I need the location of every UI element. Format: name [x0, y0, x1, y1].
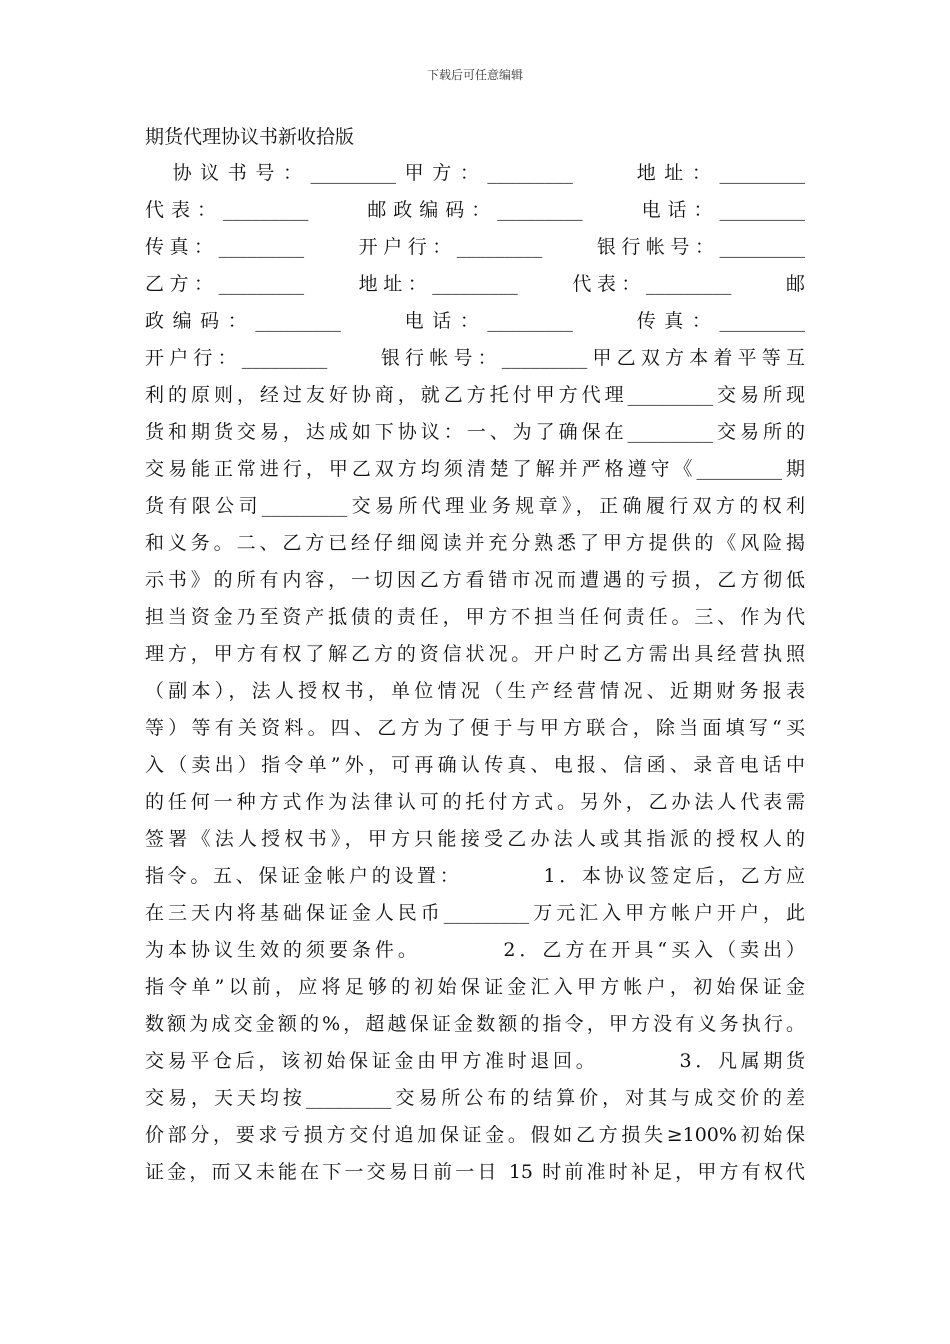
- body-line: 指令。五、保证金帐户的设置： 1．本协议签定后，乙方应: [145, 865, 805, 887]
- body-line: 价部分，要求亏损方交付追加保证金。假如乙方损失≥100%初始保: [145, 1124, 805, 1146]
- body-line: 签署《法人授权书》，甲方只能接受乙办法人或其指派的授权人的: [145, 828, 805, 850]
- body-line: 在三天内将基础保证金人民币_________万元汇入甲方帐户开户，此: [145, 902, 805, 924]
- body-line: 担当资金乃至资产抵债的责任，甲方不担当任何责任。三、作为代: [145, 606, 805, 628]
- body-line: 交易，天天均按_________交易所公布的结算价，对其与成交价的差: [145, 1087, 805, 1109]
- body-line: 数额为成交金额的%，超越保证金数额的指令，甲方没有义务执行。: [145, 1013, 805, 1035]
- body-line: 交易能正常进行，甲乙双方均须清楚了解并严格遵守《_________期: [145, 458, 805, 480]
- body-line: 等）等有关资料。四、乙方为了便于与甲方联合，除当面填写“买: [145, 717, 805, 739]
- body-line: 代表：_________ 邮政编码：_________ 电话：_________: [145, 199, 805, 221]
- body-line: 入（卖出）指令单”外，可再确认传真、电报、信函、录音电话中: [145, 754, 805, 776]
- body-line: 利的原则，经过友好协商，就乙方托付甲方代理_________交易所现: [145, 384, 805, 406]
- body-line: 政编码：_________ 电话：_________ 传真：_________: [145, 310, 805, 332]
- page-header: 下载后可任意编辑: [426, 68, 523, 82]
- body-line: 交易平仓后，该初始保证金由甲方准时退回。 3．凡属期货: [145, 1050, 805, 1072]
- body-line: 乙方：_________ 地址：_________ 代表：_________ 邮: [145, 273, 805, 295]
- body-line: 和义务。二、乙方已经仔细阅读并充分熟悉了甲方提供的《风险揭: [145, 532, 805, 554]
- body-line: 为本协议生效的须要条件。 2．乙方在开具“买入（卖出）: [145, 939, 805, 961]
- body-line: 货和期货交易，达成如下协议：一、为了确保在_________交易所的: [145, 421, 805, 443]
- body-line: 货有限公司_________交易所代理业务规章》，正确履行双方的权利: [145, 495, 805, 517]
- body-line: 证金，而又未能在下一交易日前一日 15 时前准时补足，甲方有权代: [145, 1161, 805, 1183]
- body-line: （副本），法人授权书，单位情况（生产经营情况、近期财务报表: [145, 680, 805, 702]
- body-line: 指令单”以前，应将足够的初始保证金汇入甲方帐户，初始保证金: [145, 976, 805, 998]
- body-line: 示书》的所有内容，一切因乙方看错市况而遭遇的亏损，乙方彻低: [145, 569, 805, 591]
- body-line: 传真：_________ 开户行：_________ 银行帐号：_________: [145, 236, 805, 258]
- body-line: 理方，甲方有权了解乙方的资信状况。开户时乙方需出具经营执照: [145, 643, 805, 665]
- document-title: 期货代理协议书新收拾版: [145, 126, 355, 148]
- body-line: 的任何一种方式作为法律认可的托付方式。另外，乙办法人代表需: [145, 791, 805, 813]
- body-line: 开户行：_________ 银行帐号：_________甲乙双方本着平等互: [145, 347, 805, 369]
- body-line: 协议书号：_________甲方：_________ 地址：_________: [145, 162, 805, 184]
